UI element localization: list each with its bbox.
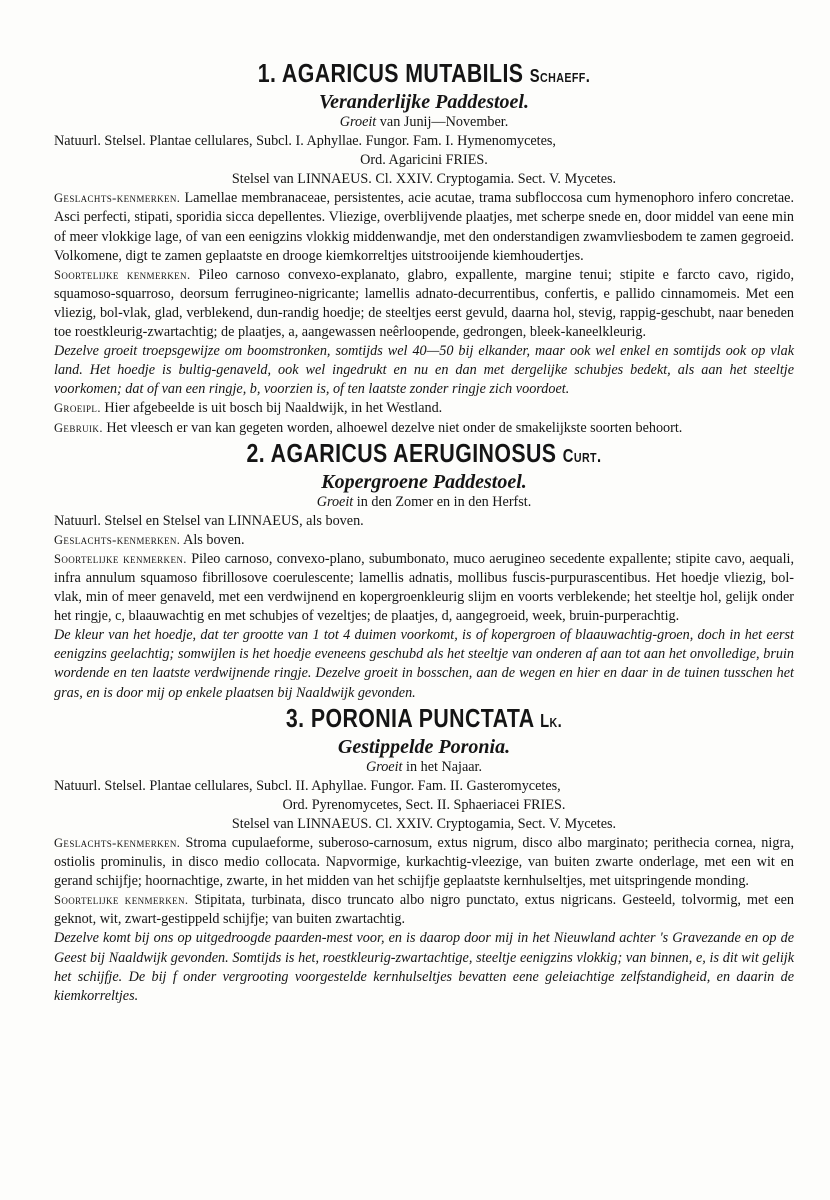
- ord-line: Ord. Pyrenomycetes, Sect. II. Sphaeriacei FRIES.: [282, 796, 566, 813]
- gebruik-text: Het vleesch er van kan gegeten worden, alhoewel dezelve niet onder de smakelijkste soorten behoort.: [106, 419, 683, 436]
- note-paragraph: Dezelve komt bij ons op uitgedroogde paarden-mest voor, en is daarop door mij in het Nieuwland achter 's Gravezande en op de Geest bij Naaldwijk gevonden. Somtijds is het, roestkleurig-zwartachtige, steeltje eenigzins vlokkig; van binnen, e, is dit wit gelijk het schijfje. De bij f onder vergrooting voorgestelde kernhulseltjes bevatten eene geleiachtige zelfstandigheid, en daarin de kiemkorreltjes.: [54, 930, 794, 1004]
- geslachts-kenmerken: [54, 834, 794, 891]
- geslachts-label: Geslachts-kenmerken.: [54, 191, 181, 206]
- linnaeus-line: Stelsel van LINNAEUS. Cl. XXIV. Cryptogamia, Sect. V. Mycetes.: [231, 815, 617, 832]
- natuurl-line: Natuurl. Stelsel. Plantae cellulares, Subcl. II. Aphyllae. Fungor. Fam. II. Gasteromycetes,: [54, 777, 561, 794]
- species-author: Curt.: [562, 445, 602, 466]
- common-name: Kopergroene Paddestoel.: [321, 470, 527, 493]
- species-title: 3. PORONIA PUNCTATA: [285, 702, 534, 733]
- geslachts-text: Lamellae membranaceae, persistentes, acie acutae, trama subfloccosa cum hymenophoro infero concretae. Asci perfecti, stipati, sporidia sicca depellentes. Vliezige, overblijvende plaatjes, met scherpe snede en, door middel van eene min of meer vlokkige lage, of van een eenigzins vlokkig middenwandje, met den onderstandigen zwamvliesbodem te zamen gegroeid. Volkomene, digt te zamen geplaatste en drooge kiemkorreltjes uitstrooijende kiemhoudertjes.: [54, 190, 794, 264]
- gebruik-label: Gebruik.: [54, 420, 103, 435]
- soort-text: Pileo carnoso, convexo-plano, subumbonato, muco aerugineo secedente expallente; stipite cavo, aequali, infra annulum squamoso fibrillosove coerulescente; lamellis adnatis, mollibus fuscis-purpurascentibus. Het hoedje vliezig, bol-vlak, min of meer genaveld, met een verdwijnend en kopergroenkleurig slijm en voorts verblekende; het steeltje hol, gelijk onder het ringje, c, blaauwachtig en met schubjes of vezeltjes; de plaatjes, d, aangegroeid, week, bruin-purperachtig.: [54, 550, 795, 625]
- soort-label: Soortelijke kenmerken.: [54, 551, 187, 566]
- species-heading: [121, 438, 728, 471]
- species-heading: [121, 58, 728, 91]
- geslachts-text: Als boven.: [183, 531, 245, 548]
- linnaeus-line: Stelsel van LINNAEUS. Cl. XXIV. Cryptogamia. Sect. V. Mycetes.: [231, 171, 617, 188]
- species-title: 1. AGARICUS MUTABILIS: [257, 58, 524, 88]
- groeit-line: [54, 493, 794, 512]
- geslachts-kenmerken: [54, 189, 794, 265]
- groeit-label: Groeit: [365, 758, 403, 775]
- note-paragraph: Dezelve groeit troepsgewijze om boomstronken, somtijds wel 40—50 bij elkander, maar ook wel enkel en somtijds ook op vlak land. Het hoedje is bultig-genaveld, ook wel ingedrukt en nu en dan met dergelijke schubjes bedekt, als aan het steeltje voorkomen; dat of van een ringje, b, voorzien is, of ten laatste zonder ringje zich voordoet.: [54, 343, 794, 398]
- gebruik: [54, 419, 794, 438]
- soortelijke-kenmerken: [54, 550, 794, 626]
- note-paragraph: De kleur van het hoedje, dat ter grootte van 1 tot 4 duimen voorkomt, is of kopergroen of blaauwachtig-groen, doch in het eerst eenigzins geelachtig; somwijlen is het hoedje eveneens geschubd als het steeltje van onderen af aan tot aan het onvolledige, bruin wordende en ten laatste verdwijnende ringje. Dezelve groeit in bosschen, aan de wegen en hier en daar in de tuinen tusschen het gras, en is door mij op enkele plaatsen bij Naaldwijk gevonden.: [54, 627, 794, 701]
- common-name: Gestippelde Poronia.: [337, 735, 511, 758]
- natuurl-line: Natuurl. Stelsel en Stelsel van LINNAEUS, als boven.: [54, 512, 364, 529]
- geslachts-text: Stroma cupulaeforme, suberoso-carnosum, extus nigrum, disco albo marginato; perithecia cornea, nigra, ostiolis prominulis, in disco medio collocata. Napvormige, kurkachtig-vleezige, van buiten zwarte onderlage, met een wit en gerand schijfje; hoornachtige, zwarte, in het midden van het schijfje geplaatste kernhulseltjes, met uitspringende monding.: [54, 835, 795, 890]
- soort-label: Soortelijke kenmerken.: [54, 893, 189, 908]
- common-name: Veranderlijke Paddestoel.: [319, 91, 529, 113]
- groeit-line: [54, 113, 794, 132]
- species-heading: [121, 703, 728, 736]
- groeit-line: [54, 758, 794, 777]
- species-title: 2. AGARICUS AERUGINOSUS: [246, 437, 557, 468]
- soortelijke-kenmerken: [54, 266, 794, 342]
- groeit-period: in den Zomer en in den Herfst.: [356, 493, 532, 510]
- groeipl-text: Hier afgebeelde is uit bosch bij Naaldwijk, in het Westland.: [104, 400, 443, 417]
- entry-poronia-punctata: [54, 703, 794, 1006]
- groeiplaats: [54, 399, 794, 418]
- groeit-period: in het Najaar.: [406, 758, 483, 775]
- species-author: Schaeff.: [529, 66, 591, 86]
- soortelijke-kenmerken: [54, 891, 794, 929]
- geslachts-kenmerken: [54, 531, 794, 550]
- soort-text: Stipitata, turbinata, disco truncato albo nigro punctato, extus nigricans. Gesteeld, tolvormig, met een geknot, wit, zwart-gestippeld schijfje; van buiten zwartachtig.: [54, 892, 794, 928]
- entry-agaricus-aeruginosus: [54, 438, 794, 703]
- natuurl-line: Natuurl. Stelsel. Plantae cellulares, Subcl. I. Aphyllae. Fungor. Fam. I. Hymenomycetes,: [54, 133, 556, 150]
- groeit-label: Groeit: [339, 114, 377, 130]
- soort-text: Pileo carnoso convexo-explanato, glabro, expallente, margine tenui; stipite e farcto cavo, rigido, squamoso-squarroso, deorsum ferrugineo-nigricante; lamellis adnato-decurrentibus, confertis, e pallido cinnamomeis. Met een vliezig, bol-vlak, glad, verblekend, dun-randig hoedje; de steeltjes eerst gevuld, daarna hol, stevig, rappig-geschubt, naar beneden toe roestkleurig-zwartachtig; de plaatjes, a, aangewassen neêrloopende, gedrongen, bleek-kaneelkleurig.: [54, 266, 795, 341]
- groeit-label: Groeit: [316, 493, 354, 510]
- geslachts-label: Geslachts-kenmerken.: [54, 532, 181, 547]
- entry-agaricus-mutabilis: [54, 58, 794, 438]
- groeipl-label: Groeipl.: [54, 401, 101, 416]
- soort-label: Soortelijke kenmerken.: [54, 267, 191, 282]
- geslachts-label: Geslachts-kenmerken.: [54, 836, 181, 850]
- species-author: Lk.: [540, 710, 563, 731]
- ord-line: Ord. Agaricini FRIES.: [360, 152, 488, 169]
- groeit-period: van Junij—November.: [379, 114, 509, 130]
